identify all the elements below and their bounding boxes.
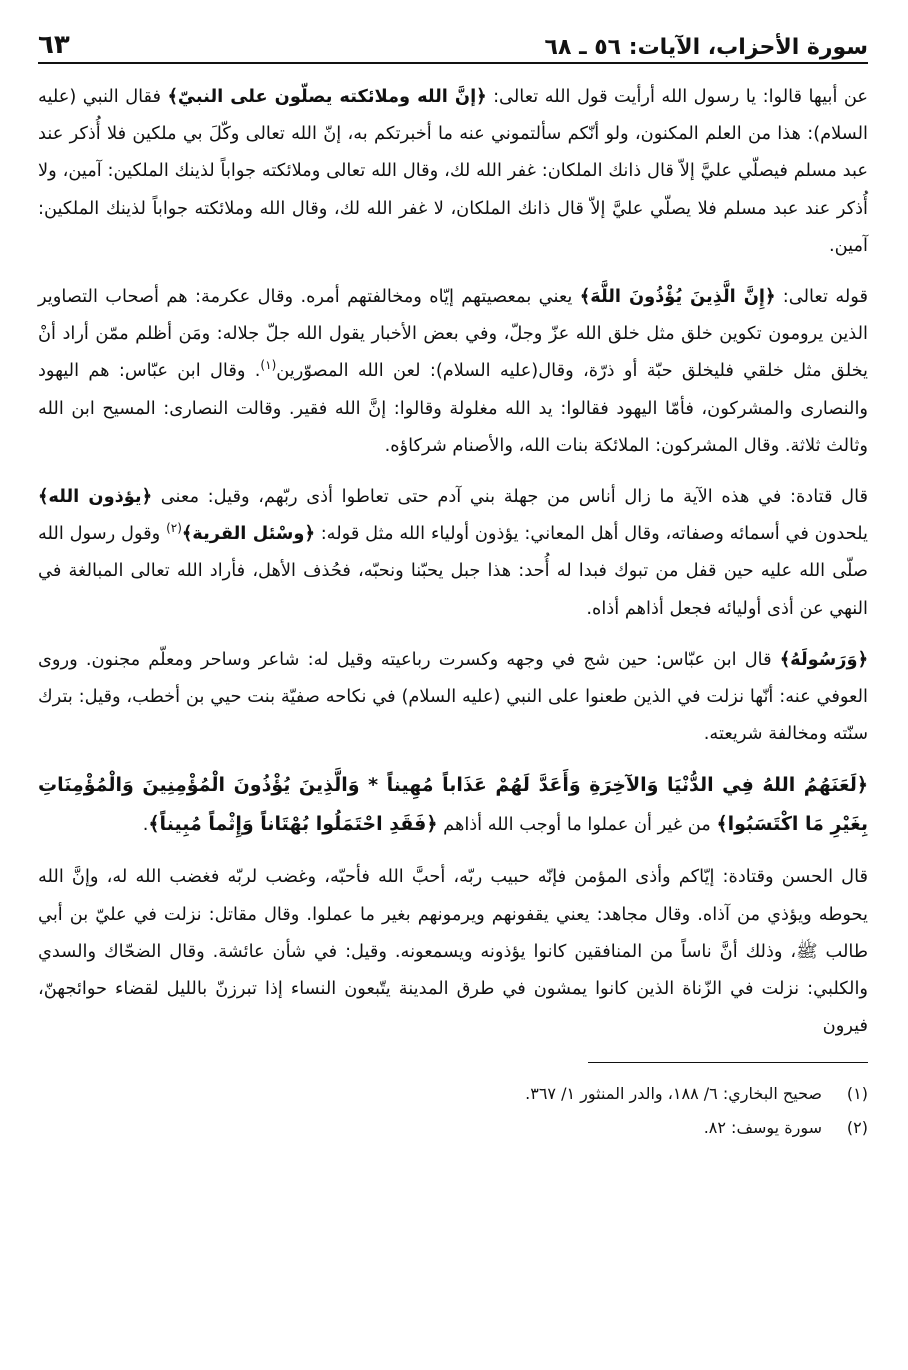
header-title: سورة الأحزاب، الآيات: ٥٦ ـ ٦٨ (544, 35, 868, 60)
footnote-1 (38, 1077, 868, 1111)
paragraph-4 (38, 641, 868, 753)
quran-verse: ﴿لَعَنَهُمُ اللهُ فِي الدُّنْيَا وَالآخِرَةِ وَأَعَدَّ لَهُمْ عَذَاباً مُهِيناً * وَالَّذِينَ يُؤْذُونَ الْمُؤْمِنِينَ وَالْمُؤْمِنَاتِ بِغَيْرِ مَا اكْتَسَبُوا﴾ (38, 774, 868, 836)
paragraph-2 (38, 278, 868, 464)
text-run: قال قتادة: في هذه الآية ما زال أناس من جهلة بني آدم حتى تعاطوا أذى ربّهم، وقيل: معنى (152, 486, 868, 508)
text-run: قوله تعالى: (775, 286, 868, 308)
footnote-text: صحيح البخاري: ٦/ ١٨٨، والدر المنثور ١/ ٣٦٧. (525, 1084, 822, 1104)
book-page (38, 20, 868, 1145)
text-run: قال ابن عبّاس: حين شج في وجهه وكسرت رباعيته وقيل له: شاعر وساحر ومعلّم مجنون. وروى العوفي عنه: أنّها نزلت في الذين طعنوا على النبي (عليه السلام) في نكاحه صفيّة بنت حيي بن أخطب، وقيل: بترك سنّته ومخالفة شريعته. (38, 648, 868, 745)
footnote-divider (588, 1062, 868, 1063)
footnote-number: (٢) (846, 1118, 868, 1138)
quran-verse: ﴿إِنَّ الَّذِينَ يُؤْذُونَ اللَّهَ﴾ (579, 286, 776, 308)
footnote-text: سورة يوسف: ٨٢. (703, 1118, 822, 1138)
text-run: يلحدون في أسمائه وصفاته، وقال أهل المعاني: يؤذون أولياء الله مثل قوله: (314, 523, 868, 545)
paragraph-3 (38, 478, 868, 627)
text-run: . وقال ابن عبّاس: هم اليهود والنصارى والمشركون، فأمّا اليهود فقالوا: يد الله مغلولة وقالوا: إنَّ الله فقير. وقالت النصارى: المسيح ابن الله وثالث ثلاثة. وقال المشركون: الملائكة بنات الله، والأصنام شركاؤه. (38, 360, 868, 456)
paragraph-1 (38, 78, 868, 264)
main-text (38, 78, 868, 1044)
text-run: قال الحسن وقتادة: إيّاكم وأذى المؤمن فإنّه حبيب ربّه، أحبَّ الله فأحبّه، وغضب لربّه فغضب الله له، وإنَّ الله يحوطه ويؤذي من آذاه. وقال مجاهد: يعني يقفونهم ويرمونهم بغير ما عملوا. وقال مقاتل: نزلت في عليّ بن أبي طالب ﷺ، وذلك أنَّ ناساً من المنافقين كانوا يؤذونه ويسمعونه. وقيل: في شأن عائشة. وقال الضحّاك والسدي والكلبي: نزلت في الزّناة الذين كانوا يمشون في طرق المدينة يتّبعون النساء إذا تبرزنّ بالليل لقضاء حوائجهنّ، فيرون (38, 866, 868, 1037)
paragraph-6 (38, 858, 868, 1044)
quran-verse: ﴿يؤذون الله﴾ (38, 486, 153, 508)
footnote-2 (38, 1111, 868, 1145)
paragraph-5 (38, 766, 868, 844)
page-number: ٦٣ (38, 30, 70, 60)
text-run: من غير أن عملوا ما أوجب الله أذاهم (437, 814, 717, 836)
quran-verse: ﴿وَرَسُولَهُ﴾ (779, 648, 868, 670)
running-header (38, 20, 868, 64)
footnote-number: (١) (846, 1084, 868, 1104)
text-run: عن أبيها قالوا: يا رسول الله أرأيت قول الله تعالى: (486, 86, 869, 107)
text-run: فقال النبي (عليه السلام): هذا من العلم المكنون، ولو أنّكم سألتموني عنه ما أخبرتكم به، إنّ الله تعالى وكّلَ بي ملكين فلا أُذكر عند عبد مسلم فيصلّي عليَّ إلاّ قال ذانك الملكان: غفر الله لك، وقال الله تعالى وملائكته جواباً لذينك الملكين: آمين، ولا أُذكر عند عبد مسلم فلا يصلّي عليَّ إلاّ قال ذانك الملكان، لا غفر الله لك، وقال الله وملائكته جواباً لذينك الملكين: آمين. (38, 86, 868, 256)
text-run: يعني بمعصيتهم إيّاه ومخالفتهم أمره. وقال عكرمة: هم أصحاب التصاوير الذين يرومون تكوين خلق مثل خلق الله عزّ وجلّ، وفي بعض الأخبار يقول الله جلّ جلاله: ومَن أظلم ممّن أراد أنْ يخلق مثل خلقي فليخلق حبّة أو ذرّة، وقال(عليه السلام): لعن الله المصوّرين (38, 286, 869, 382)
quran-verse: ﴿وسْئل القرية﴾ (181, 523, 315, 545)
text-run: وقول رسول الله صلّى الله عليه حين قفل من تبوك فبدا له أُحد: هذا جبل يحبّنا ونحبّه، فحُذف الأهل، فأراد الله تعالى المبالغة في النهي عن أذى أوليائه فجعل أذاهم أذاه. (38, 523, 868, 619)
footnotes (38, 1077, 868, 1145)
footnote-ref-2: (٢) (166, 521, 182, 536)
quran-verse: ﴿إنَّ الله وملائكته يصلّون على النبيّ﴾ (167, 86, 487, 107)
text-run: . (142, 814, 149, 836)
footnote-ref-1: (١) (260, 358, 277, 373)
quran-verse: ﴿فَقَدِ احْتَمَلُوا بُهْتَاناً وَإِثْماً مُبِيناً﴾ (148, 813, 438, 836)
